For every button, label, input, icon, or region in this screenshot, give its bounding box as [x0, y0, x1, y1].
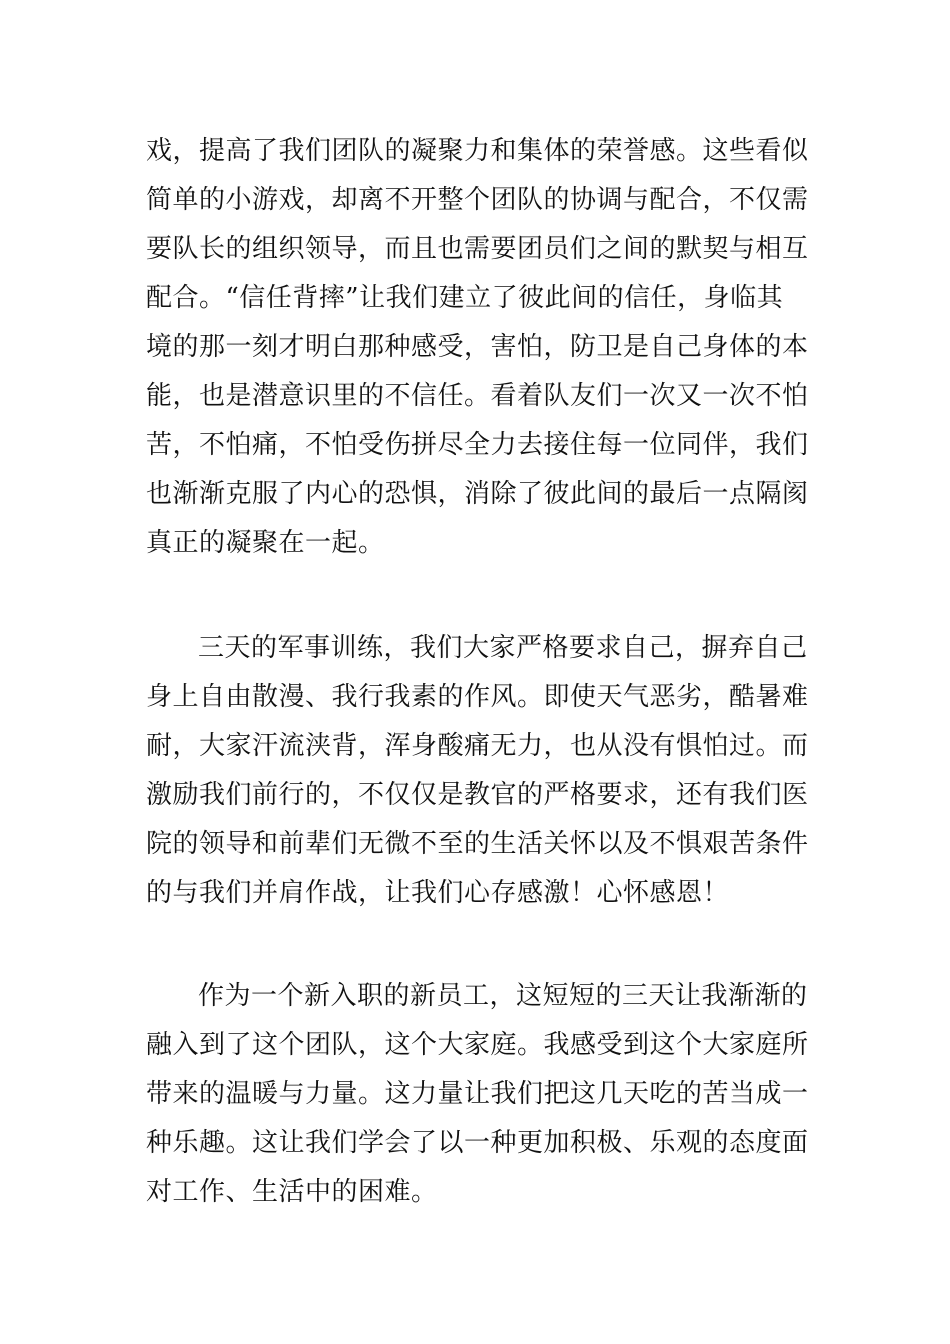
paragraph-line: 配合。“信任背摔”让我们建立了彼此间的信任，身临其	[146, 283, 784, 313]
paragraph-line: 要队长的组织领导，而且也需要团员们之间的默契与相互	[146, 234, 809, 264]
paragraph	[146, 127, 809, 568]
paragraph-line: 融入到了这个团队，这个大家庭。我感受到这个大家庭所	[146, 1030, 809, 1060]
paragraph-line: 激励我们前行的，不仅仅是教官的严格要求，还有我们医	[146, 780, 809, 810]
paragraph-line: 的与我们并肩作战，让我们心存感激！心怀感恩！	[146, 878, 730, 908]
paragraph-line: 真正的凝聚在一起。	[146, 528, 385, 558]
paragraph-line: 简单的小游戏，却离不开整个团队的协调与配合，不仅需	[146, 185, 809, 215]
paragraph-line: 对工作、生活中的困难。	[146, 1177, 438, 1207]
paragraph-line: 带来的温暖与力量。这力量让我们把这几天吃的苦当成一	[146, 1079, 809, 1109]
paragraph-line: 也渐渐克服了内心的恐惧，消除了彼此间的最后一点隔阂	[146, 479, 809, 509]
paragraph-line: 院的领导和前辈们无微不至的生活关怀以及不惧艰苦条件	[146, 829, 809, 859]
paragraph	[146, 972, 809, 1217]
paragraph-line: 作为一个新入职的新员工，这短短的三天让我渐渐的	[198, 981, 808, 1011]
paragraph-line: 戏，提高了我们团队的凝聚力和集体的荣誉感。这些看似	[146, 136, 809, 166]
paragraph-line: 种乐趣。这让我们学会了以一种更加积极、乐观的态度面	[146, 1128, 809, 1158]
paragraph-line: 耐，大家汗流浃背，浑身酸痛无力，也从没有惧怕过。而	[146, 731, 809, 761]
paragraph-line: 能，也是潜意识里的不信任。看着队友们一次又一次不怕	[146, 381, 809, 411]
paragraph-line: 境的那一刻才明白那种感受，害怕，防卫是自己身体的本	[146, 332, 809, 362]
paragraph-line: 三天的军事训练，我们大家严格要求自己，摒弃自己	[198, 633, 808, 663]
paragraph	[146, 624, 809, 918]
paragraph-line: 苦，不怕痛，不怕受伤拼尽全力去接住每一位同伴，我们	[146, 430, 809, 460]
paragraph-line: 身上自由散漫、我行我素的作风。即使天气恶劣，酷暑难	[146, 682, 809, 712]
